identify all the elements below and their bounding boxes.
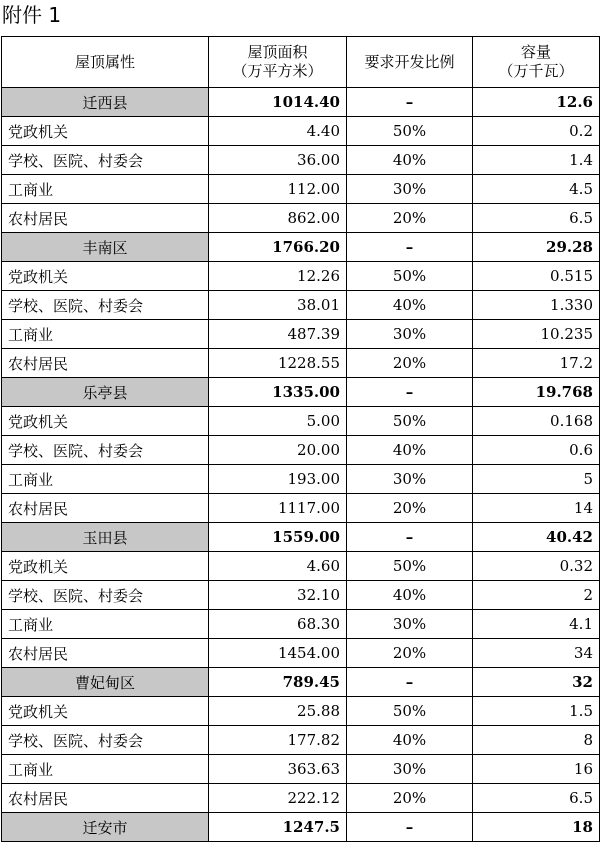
table-body (2, 88, 600, 842)
header-capacity-label: 容量 (520, 43, 551, 61)
row-name: 农村居民 (2, 784, 209, 813)
row-area: 112.00 (209, 175, 347, 204)
table-row (2, 349, 600, 378)
table-row (2, 465, 600, 494)
table-row (2, 262, 600, 291)
row-area: 36.00 (209, 146, 347, 175)
row-capacity: 0.6 (473, 436, 600, 465)
row-name: 曹妃甸区 (2, 668, 209, 697)
row-capacity: 34 (473, 639, 600, 668)
row-name: 农村居民 (2, 639, 209, 668)
row-area: 1454.00 (209, 639, 347, 668)
table-row (2, 88, 600, 117)
row-name: 玉田县 (2, 523, 209, 552)
row-area: 1766.20 (209, 233, 347, 262)
table-row (2, 117, 600, 146)
table-row (2, 523, 600, 552)
row-capacity: 6.5 (473, 784, 600, 813)
row-area: 1559.00 (209, 523, 347, 552)
row-area: 193.00 (209, 465, 347, 494)
row-name: 党政机关 (2, 552, 209, 581)
table-row (2, 407, 600, 436)
row-name: 丰南区 (2, 233, 209, 262)
table-row (2, 813, 600, 842)
row-name: 党政机关 (2, 117, 209, 146)
row-area: 1014.40 (209, 88, 347, 117)
row-capacity: 12.6 (473, 88, 600, 117)
row-name: 党政机关 (2, 697, 209, 726)
row-ratio: 40% (347, 726, 473, 755)
row-area: 487.39 (209, 320, 347, 349)
row-ratio: – (347, 378, 473, 407)
table-row (2, 436, 600, 465)
row-area: 68.30 (209, 610, 347, 639)
row-ratio: – (347, 668, 473, 697)
row-name: 党政机关 (2, 262, 209, 291)
rooftop-table (1, 36, 600, 842)
row-capacity: 29.28 (473, 233, 600, 262)
row-capacity: 0.515 (473, 262, 600, 291)
row-ratio: 50% (347, 697, 473, 726)
table-row (2, 726, 600, 755)
row-name: 工商业 (2, 175, 209, 204)
row-ratio: – (347, 813, 473, 842)
row-area: 20.00 (209, 436, 347, 465)
row-name: 乐亭县 (2, 378, 209, 407)
row-ratio: 20% (347, 784, 473, 813)
header-row (2, 37, 600, 88)
header-dev-ratio-label: 要求开发比例 (364, 52, 455, 71)
row-name: 工商业 (2, 610, 209, 639)
row-area: 363.63 (209, 755, 347, 784)
row-capacity: 17.2 (473, 349, 600, 378)
row-area: 862.00 (209, 204, 347, 233)
table-row (2, 784, 600, 813)
row-name: 学校、医院、村委会 (2, 291, 209, 320)
table-row (2, 320, 600, 349)
row-ratio: 30% (347, 175, 473, 204)
row-ratio: 50% (347, 262, 473, 291)
row-ratio: 20% (347, 349, 473, 378)
row-name: 党政机关 (2, 407, 209, 436)
row-capacity: 2 (473, 581, 600, 610)
header-capacity (473, 37, 600, 88)
header-roof-area-unit: （万平方米） (232, 62, 323, 80)
row-name: 工商业 (2, 320, 209, 349)
table-row (2, 610, 600, 639)
row-capacity: 0.2 (473, 117, 600, 146)
table-row (2, 291, 600, 320)
row-ratio: 30% (347, 755, 473, 784)
table-row (2, 378, 600, 407)
header-capacity-unit: （万千瓦） (498, 62, 574, 80)
table-row (2, 494, 600, 523)
row-capacity: 1.330 (473, 291, 600, 320)
row-ratio: 50% (347, 552, 473, 581)
row-area: 1117.00 (209, 494, 347, 523)
row-capacity: 18 (473, 813, 600, 842)
table-row (2, 639, 600, 668)
row-name: 学校、医院、村委会 (2, 581, 209, 610)
row-ratio: – (347, 523, 473, 552)
row-area: 222.12 (209, 784, 347, 813)
row-ratio: – (347, 233, 473, 262)
table-header (2, 37, 600, 88)
row-name: 农村居民 (2, 349, 209, 378)
header-roof-attribute (2, 37, 209, 88)
row-area: 177.82 (209, 726, 347, 755)
row-name: 学校、医院、村委会 (2, 436, 209, 465)
row-ratio: 40% (347, 146, 473, 175)
row-ratio: 20% (347, 639, 473, 668)
page-title: 附件 1 (2, 3, 62, 27)
row-area: 1335.00 (209, 378, 347, 407)
header-dev-ratio (347, 37, 473, 88)
row-capacity: 16 (473, 755, 600, 784)
row-name: 工商业 (2, 755, 209, 784)
table-row (2, 146, 600, 175)
row-ratio: – (347, 88, 473, 117)
row-area: 12.26 (209, 262, 347, 291)
row-area: 1247.5 (209, 813, 347, 842)
row-area: 789.45 (209, 668, 347, 697)
row-capacity: 32 (473, 668, 600, 697)
row-capacity: 5 (473, 465, 600, 494)
row-capacity: 8 (473, 726, 600, 755)
table-row (2, 668, 600, 697)
row-capacity: 0.32 (473, 552, 600, 581)
row-ratio: 30% (347, 610, 473, 639)
row-capacity: 1.4 (473, 146, 600, 175)
row-name: 工商业 (2, 465, 209, 494)
table-row (2, 755, 600, 784)
row-name: 迁西县 (2, 88, 209, 117)
row-capacity: 0.168 (473, 407, 600, 436)
row-area: 38.01 (209, 291, 347, 320)
row-capacity: 14 (473, 494, 600, 523)
row-ratio: 30% (347, 465, 473, 494)
row-area: 5.00 (209, 407, 347, 436)
row-name: 农村居民 (2, 494, 209, 523)
table-row (2, 552, 600, 581)
table-row (2, 697, 600, 726)
table-row (2, 233, 600, 262)
table-row (2, 175, 600, 204)
row-name: 农村居民 (2, 204, 209, 233)
row-ratio: 40% (347, 291, 473, 320)
table-row (2, 581, 600, 610)
row-name: 迁安市 (2, 813, 209, 842)
row-capacity: 6.5 (473, 204, 600, 233)
row-capacity: 1.5 (473, 697, 600, 726)
row-ratio: 20% (347, 204, 473, 233)
row-ratio: 50% (347, 117, 473, 146)
row-area: 32.10 (209, 581, 347, 610)
row-capacity: 4.1 (473, 610, 600, 639)
row-ratio: 20% (347, 494, 473, 523)
row-area: 4.40 (209, 117, 347, 146)
row-area: 4.60 (209, 552, 347, 581)
row-ratio: 50% (347, 407, 473, 436)
header-roof-area (209, 37, 347, 88)
header-roof-area-label: 屋顶面积 (247, 43, 308, 61)
row-area: 1228.55 (209, 349, 347, 378)
table-row (2, 204, 600, 233)
row-capacity: 4.5 (473, 175, 600, 204)
row-name: 学校、医院、村委会 (2, 726, 209, 755)
row-area: 25.88 (209, 697, 347, 726)
row-capacity: 19.768 (473, 378, 600, 407)
header-roof-attribute-label: 屋顶属性 (74, 52, 135, 71)
row-ratio: 30% (347, 320, 473, 349)
row-capacity: 10.235 (473, 320, 600, 349)
row-capacity: 40.42 (473, 523, 600, 552)
row-ratio: 40% (347, 581, 473, 610)
row-ratio: 40% (347, 436, 473, 465)
row-name: 学校、医院、村委会 (2, 146, 209, 175)
